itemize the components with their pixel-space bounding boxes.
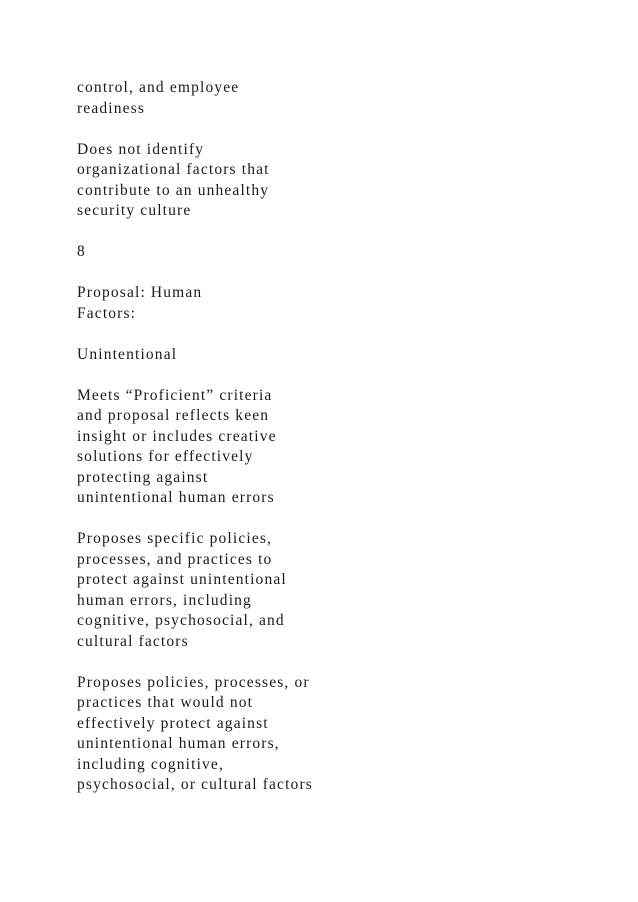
- text-line: and proposal reflects keen: [77, 407, 270, 424]
- text-line: practices that would not: [77, 694, 254, 711]
- text-line: control, and employee: [77, 79, 240, 96]
- paragraph-number: [77, 242, 577, 263]
- text-line: human errors, including: [77, 591, 252, 609]
- text-line: protecting against: [77, 468, 209, 486]
- text-line: Proposes policies, processes, or: [77, 673, 310, 691]
- text-line: psychosocial, or cultural factors: [77, 776, 313, 793]
- paragraph-proficient: [77, 529, 577, 652]
- text-line: including cognitive,: [77, 755, 224, 773]
- text-line: cultural factors: [77, 632, 189, 650]
- paragraph-readiness: [77, 78, 577, 119]
- paragraph-exemplary: [77, 386, 577, 509]
- document-text: [77, 78, 577, 816]
- text-line: insight or includes creative: [77, 427, 277, 445]
- text-line: contribute to an unhealthy: [77, 181, 270, 199]
- text-line: Proposal: Human: [77, 284, 203, 301]
- text-line: Unintentional: [77, 345, 178, 363]
- text-line: organizational factors that: [77, 161, 270, 178]
- text-line: cognitive, psychosocial, and: [77, 612, 285, 629]
- paragraph-proposal-heading: [77, 283, 577, 324]
- text-line: unintentional human errors,: [77, 735, 280, 752]
- text-line: Factors:: [77, 304, 137, 322]
- text-line: security culture: [77, 202, 192, 219]
- text-line: unintentional human errors: [77, 489, 275, 506]
- paragraph-not-identify: [77, 140, 577, 222]
- paragraph-needs-improvement: [77, 673, 577, 796]
- text-line: solutions for effectively: [77, 448, 254, 465]
- text-line: Meets “Proficient” criteria: [77, 386, 273, 404]
- text-line: 8: [77, 243, 86, 260]
- text-line: Proposes specific policies,: [77, 530, 273, 547]
- text-line: processes, and practices to: [77, 550, 273, 568]
- text-line: Does not identify: [77, 140, 205, 158]
- paragraph-unintentional: [77, 345, 577, 366]
- text-line: readiness: [77, 99, 146, 117]
- text-line: protect against unintentional: [77, 571, 287, 588]
- text-line: effectively protect against: [77, 714, 269, 732]
